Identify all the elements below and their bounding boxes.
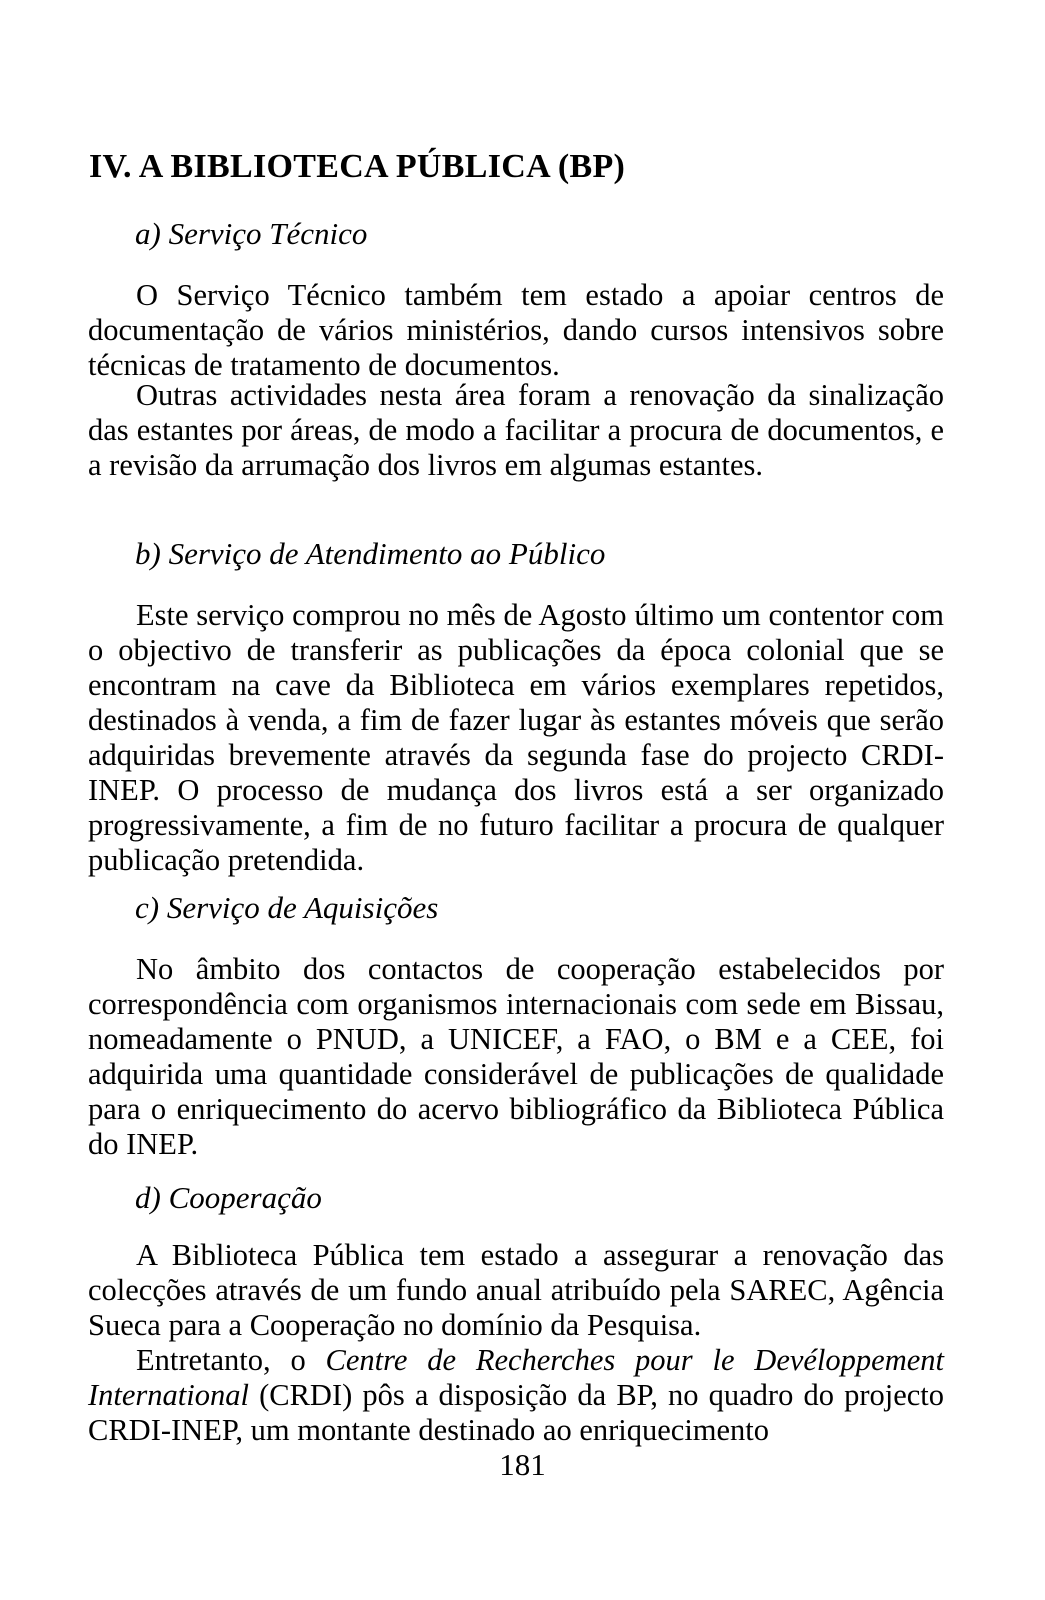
paragraph-aquisicoes: No âmbito dos contactos de cooperação estabelecidos por correspondência com organismos internacionais com sede em Bissau, nomeadamente o PNUD, a UNICEF, a FAO, o BM e a CEE, foi adquirida uma quantidade considerável de publicações de qualidade para o enriquecimento do acervo bibliográfico da Biblioteca Pública do INEP. (88, 952, 944, 1161)
subsection-title-servico-tecnico: a) Serviço Técnico (135, 216, 368, 251)
subsection-title-cooperacao: d) Cooperação (135, 1180, 322, 1215)
paragraph-servico-tecnico-2: Outras actividades nesta área foram a renovação da sinalização das estantes por áreas, de modo a facilitar a procura de documentos, e a revisão da arrumação dos livros em algumas estantes. (88, 378, 944, 482)
subsection-title-aquisicoes: c) Serviço de Aquisições (135, 890, 439, 925)
paragraph-cooperacao-1: A Biblioteca Pública tem estado a assegurar a renovação das colecções através de um fundo anual atribuído pela SAREC, Agência Sueca para a Cooperação no domínio da Pesquisa. (88, 1238, 944, 1342)
paragraph-servico-tecnico-1: O Serviço Técnico também tem estado a apoiar centros de documentação de vários ministérios, dando cursos intensivos sobre técnicas de tratamento de documentos. (88, 278, 944, 382)
paragraph-atendimento: Este serviço comprou no mês de Agosto último um contentor com o objectivo de transferir as publicações da época colonial que se encontram na cave da Biblioteca em vários exemplares repetidos, destinados à venda, a fim de fazer lugar às estantes móveis que serão adquiridas brevemente através da segunda fase do projecto CRDI-INEP. O processo de mudança dos livros está a ser organizado progressivamente, a fim de no futuro facilitar a procura de qualquer publicação pretendida. (88, 598, 944, 877)
subsection-title-atendimento: b) Serviço de Atendimento ao Público (135, 536, 606, 571)
paragraph-intro: Entretanto, o (136, 1343, 326, 1377)
page-number: 181 (499, 1447, 546, 1482)
paragraph-rest: (CRDI) pôs a disposição da BP, no quadro do projecto CRDI-INEP, um montante destinado ao enriquecimento (88, 1378, 944, 1447)
section-heading: IV. A BIBLIOTECA PÚBLICA (BP) (89, 148, 626, 185)
paragraph-cooperacao-2 (88, 1343, 944, 1448)
organization-name: Centre de Recherches pour le Devéloppement International (88, 1343, 944, 1412)
